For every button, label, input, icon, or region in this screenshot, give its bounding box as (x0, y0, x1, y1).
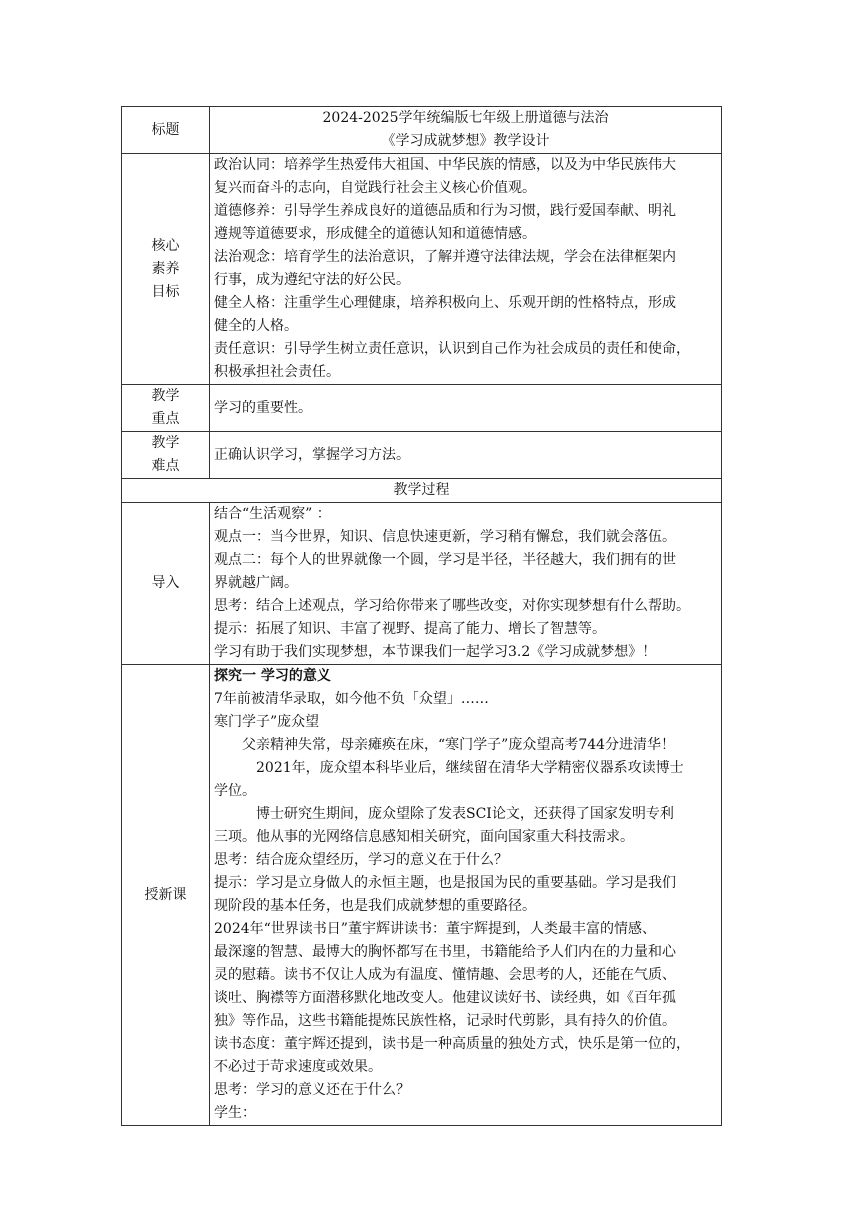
intro-line: 界就越广阔。 (214, 575, 298, 591)
core-line: 积极承担社会责任。 (214, 364, 340, 380)
lesson-line: 思考：学习的意义还在于什么？ (214, 1082, 410, 1098)
key-label-line-2: 重点 (151, 411, 180, 427)
intro-row (122, 503, 722, 665)
lesson-line: 2024年“世界读书日”董宇辉讲读书：董宇辉提到，人类最丰富的情感、 (214, 921, 656, 937)
intro-content (210, 503, 722, 665)
lesson-line: 不必过于苛求速度或效果。 (214, 1059, 382, 1075)
title-line-1: 2024-2025学年统编版七年级上册道德与法治 (322, 110, 609, 126)
difficulty-row (122, 432, 722, 479)
title-label: 标题 (122, 107, 210, 154)
new-lesson-content (210, 665, 722, 1126)
lesson-line: 三项。他从事的光网络信息感知相关研究，面向国家重大科技需求。 (214, 829, 634, 845)
lesson-line: 最深邃的智慧、最博大的胸怀都写在书里，书籍能给予人们内在的力量和心 (214, 944, 676, 960)
process-header: 教学过程 (122, 479, 722, 503)
difficulty-text: 正确认识学习，掌握学习方法。 (210, 432, 722, 479)
key-point-row (122, 385, 722, 432)
lesson-line-indented: 2021年，庞众望本科毕业后，继续留在清华大学精密仪器系攻读博士 (256, 760, 684, 776)
core-label-line-3: 目标 (151, 283, 180, 300)
intro-line: 观点一：当今世界，知识、信息快速更新，学习稍有懈怠，我们就会落伍。 (214, 529, 676, 545)
lesson-line: 提示：学习是立身做人的永恒主题，也是报国为民的重要基础。学习是我们 (214, 875, 676, 891)
lesson-line-indented: 父亲精神失常，母亲瘫痪在床，“寒门学子”庞众望高考744分进清华！ (242, 737, 676, 753)
core-line: 复兴而奋斗的志向，自觉践行社会主义核心价值观。 (214, 180, 536, 196)
difficulty-label (122, 432, 210, 479)
lesson-line: 独》等作品，这些书籍能提炼民族性格，记录时代剪影，具有持久的价值。 (214, 1013, 676, 1029)
lesson-line: 读书态度：董宇辉还提到，读书是一种高质量的独处方式，快乐是第一位的， (214, 1036, 690, 1052)
lesson-plan-table (121, 106, 722, 1126)
core-literacy-row (122, 154, 722, 385)
lesson-line: 寒门学子”庞众望 (214, 714, 320, 730)
lesson-line: 学生： (214, 1105, 256, 1121)
lesson-line-indented: 博士研究生期间，庞众望除了发表SCI论文，还获得了国家发明专利 (256, 806, 674, 822)
core-line: 责任意识：引导学生树立责任意识，认识到自己作为社会成员的责任和使命， (214, 341, 690, 357)
core-line: 遵规等道德要求，形成健全的道德认知和道德情感。 (214, 226, 536, 242)
new-lesson-label: 授新课 (122, 665, 210, 1126)
lesson-line: 思考：结合庞众望经历，学习的意义在于什么？ (214, 852, 508, 868)
section-heading: 探究一 学习的意义 (214, 668, 331, 684)
lesson-line: 学位。 (214, 783, 256, 799)
core-line: 健全的人格。 (214, 318, 298, 334)
difficulty-label-line-1: 教学 (151, 435, 180, 451)
title-line-2: 《学习成就梦想》教学设计 (381, 133, 550, 149)
lesson-line: 灵的慰藉。读书不仅让人成为有温度、懂情趣、会思考的人，还能在气质、 (214, 967, 676, 983)
intro-line: 学习有助于我们实现梦想，本节课我们一起学习3.2《学习成就梦想》！ (214, 644, 657, 660)
core-line: 健全人格：注重学生心理健康，培养积极向上、乐观开朗的性格特点，形成 (214, 295, 676, 311)
lesson-line: 现阶段的基本任务，也是我们成就梦想的重要路径。 (214, 898, 536, 914)
title-cell (210, 107, 722, 154)
intro-line: 结合“生活观察” ： (214, 506, 331, 522)
intro-line: 提示：拓展了知识、丰富了视野、提高了能力、增长了智慧等。 (214, 621, 606, 637)
core-label-line-2: 素养 (151, 260, 180, 277)
title-row (122, 107, 722, 154)
key-label-line-1: 教学 (151, 388, 180, 404)
intro-line: 观点二：每个人的世界就像一个圆，学习是半径，半径越大，我们拥有的世 (214, 552, 676, 568)
key-point-label (122, 385, 210, 432)
process-header-row (122, 479, 722, 503)
lesson-line: 谈吐、胸襟等方面潜移默化地改变人。他建议读好书、读经典，如《百年孤 (214, 990, 676, 1006)
new-lesson-row (122, 665, 722, 1126)
core-line: 道德修养：引导学生养成良好的道德品质和行为习惯，践行爱国奉献、明礼 (214, 203, 676, 219)
core-literacy-label (122, 154, 210, 385)
key-point-text: 学习的重要性。 (210, 385, 722, 432)
difficulty-label-line-2: 难点 (151, 458, 180, 474)
lesson-line: 7年前被清华录取，如今他不负「众望」…… (214, 691, 489, 707)
intro-line: 思考：结合上述观点，学习给你带来了哪些改变，对你实现梦想有什么帮助。 (214, 598, 690, 614)
core-line: 法治观念：培育学生的法治意识，了解并遵守法律法规，学会在法律框架内 (214, 249, 676, 265)
core-label-line-1: 核心 (151, 237, 180, 254)
core-line: 行事，成为遵纪守法的好公民。 (214, 272, 410, 288)
core-literacy-content (210, 154, 722, 385)
core-line: 政治认同：培养学生热爱伟大祖国、中华民族的情感，以及为中华民族伟大 (214, 157, 676, 173)
intro-label: 导入 (122, 503, 210, 665)
